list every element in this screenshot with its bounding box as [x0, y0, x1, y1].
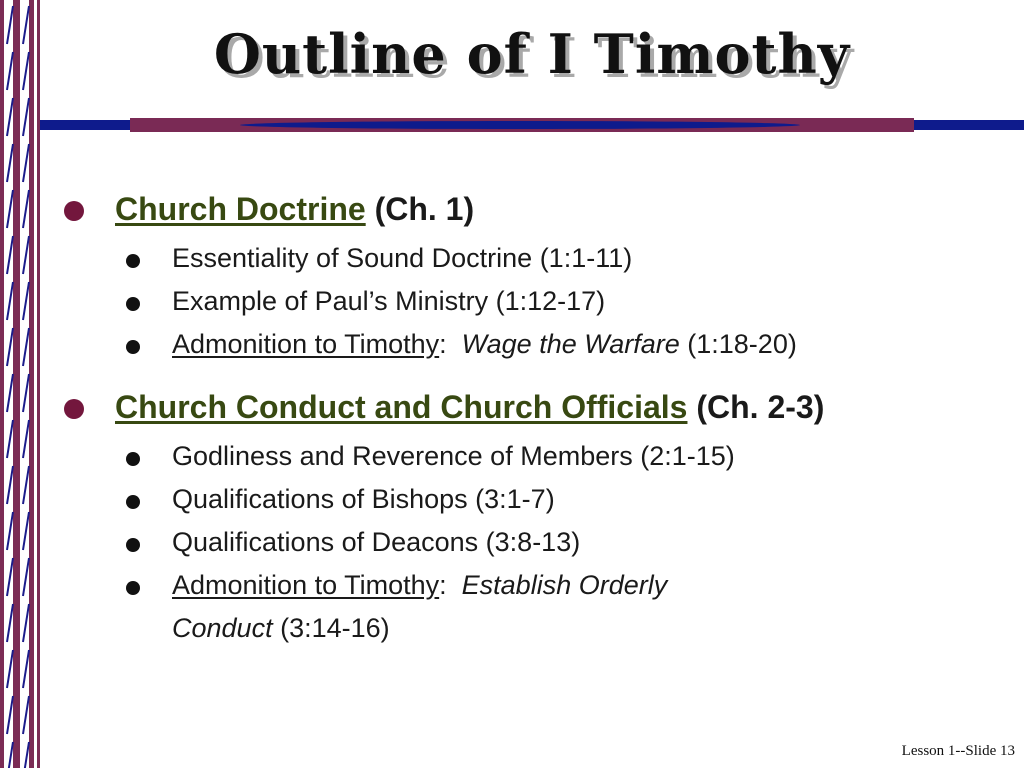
list-item: Admonition to Timothy: Wage the Warfare (1:18-20) [124, 323, 1014, 366]
section-church-doctrine [64, 188, 1014, 237]
bullet-icon [126, 581, 140, 595]
bullet-icon [126, 254, 140, 268]
bullet-icon [126, 495, 140, 509]
slide-footer: Lesson 1--Slide 13 [901, 743, 1015, 759]
admonition-emphasis: Wage the Warfare [461, 329, 680, 359]
bullet-icon [64, 201, 84, 221]
bullet-icon [64, 399, 84, 419]
list-item: Qualifications of Bishops (3:1-7) [124, 478, 1014, 521]
list-item: Example of Paul’s Ministry (1:12-17) [124, 280, 1014, 323]
admonition-emphasis: Establish Orderly [461, 570, 668, 600]
bullet-icon [126, 538, 140, 552]
decorative-stripe [0, 0, 40, 768]
bullet-icon [126, 297, 140, 311]
section-chapter: (Ch. 2-3) [696, 389, 825, 425]
slide-title: Outline of I Timothy [213, 22, 851, 86]
admonition-label: Admonition to Timothy [172, 329, 440, 359]
section-heading: Church Conduct and Church Officials [115, 389, 688, 425]
list-item: Godliness and Reverence of Members (2:1-15) [124, 435, 1014, 478]
section-church-conduct [64, 386, 1014, 435]
section-chapter: (Ch. 1) [374, 191, 475, 227]
admonition-emphasis-cont: Conduct [172, 613, 273, 643]
outline-body [64, 188, 1014, 650]
bullet-icon [126, 452, 140, 466]
section-heading: Church Doctrine [115, 191, 366, 227]
bullet-icon [126, 340, 140, 354]
admonition-label: Admonition to Timothy [172, 570, 440, 600]
title-divider [40, 118, 1024, 134]
list-item: Admonition to Timothy: Establish Orderly Conduct (3:14-16) [124, 564, 1014, 650]
list-item: Essentiality of Sound Doctrine (1:1-11) [124, 237, 1014, 280]
list-item: Qualifications of Deacons (3:8-13) [124, 521, 1014, 564]
